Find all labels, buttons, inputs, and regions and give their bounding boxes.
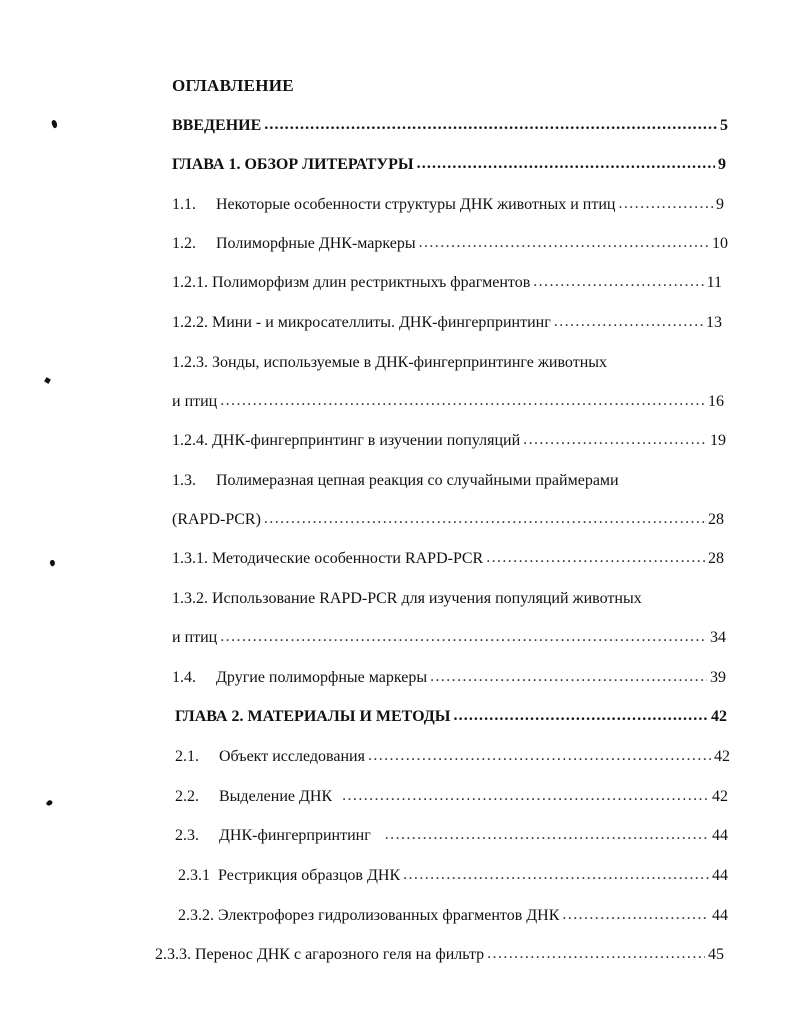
toc-entry-text: (RAPD-PCR) (172, 511, 261, 528)
toc-leader-dots (342, 786, 709, 807)
toc-entry-text: ДНК-фингерпринтинг (219, 827, 371, 844)
toc-entry-page: 28 (708, 511, 724, 528)
toc-entry-page: 45 (708, 946, 724, 963)
toc-entry-2-3-3 (155, 944, 724, 966)
toc-entry-text: Электрофорез гидролизованных фрагментов ДНК (218, 907, 560, 924)
toc-entry-page: 13 (706, 314, 722, 331)
toc-entry-1-3 (172, 470, 732, 492)
scan-speck (49, 559, 56, 567)
toc-entry-text: Использование RAPD-PCR для изучения популяций животных (212, 590, 642, 607)
toc-leader-dots (220, 391, 705, 412)
toc-leader-dots (419, 233, 709, 254)
toc-leader-dots (264, 115, 717, 136)
toc-leader-dots (403, 865, 709, 886)
toc-entry-text: Объект исследования (219, 748, 365, 765)
toc-leader-dots (486, 548, 705, 569)
toc-entry-chapter-2 (175, 706, 727, 728)
toc-entry-page: 19 (710, 432, 726, 449)
toc-entry-page: 44 (712, 827, 728, 844)
toc-entry-1-2-3-cont (172, 391, 724, 413)
toc-entry-page: 11 (706, 274, 722, 291)
toc-leader-dots (454, 706, 708, 727)
toc-entry-page: 44 (712, 867, 728, 884)
toc-entry-number: 1.3.1. (172, 550, 208, 567)
toc-entry-number: 1.2. (172, 235, 196, 252)
toc-leader-dots (368, 746, 711, 767)
toc-entry-page: 10 (712, 235, 728, 252)
toc-entry-text: Зонды, используемые в ДНК-фингерпринтинге животных (212, 354, 607, 371)
toc-entry-number: 1.2.4. (172, 432, 208, 449)
toc-entry-text: ГЛАВА 1. ОБЗОР ЛИТЕРАТУРЫ (172, 156, 414, 173)
toc-entry-1-2-3 (172, 352, 732, 374)
toc-entry-number: 2.1. (175, 748, 199, 765)
toc-leader-dots (417, 154, 715, 175)
scan-speck (44, 377, 51, 384)
toc-entry-1-2-1 (172, 272, 722, 294)
toc-entry-text: Полимеразная цепная реакция со случайными праймерами (216, 472, 619, 489)
toc-entry-page: 9 (716, 196, 724, 213)
toc-entry-page: 9 (718, 156, 726, 173)
toc-entry-page: 42 (712, 788, 728, 805)
toc-entry-text: Полиморфизм длин рестриктныхъ фрагментов (212, 274, 531, 291)
toc-entry-page: 16 (708, 393, 724, 410)
toc-entry-page: 39 (710, 669, 726, 686)
toc-entry-number: 2.3.2. (178, 907, 214, 924)
toc-entry-text: Некоторые особенности структуры ДНК животных и птиц (216, 196, 616, 213)
toc-entry-text: Другие полиморфные маркеры (216, 669, 428, 686)
toc-entry-text: Мини - и микросателлиты. ДНК-фингерпринтинг (212, 314, 551, 331)
toc-entry-1-1 (172, 194, 724, 216)
toc-entry-1-2 (172, 233, 728, 255)
toc-entry-number: 1.3.2. (172, 590, 208, 607)
toc-entry-text: и птиц (172, 393, 218, 410)
toc-leader-dots (618, 194, 713, 215)
toc-entry-1-3-cont (172, 509, 724, 531)
toc-entry-text: Полиморфные ДНК-маркеры (216, 235, 416, 252)
toc-entry-text: Методические особенности RAPD-PCR (212, 550, 484, 567)
toc-entry-number: 1.2.2. (172, 314, 208, 331)
toc-entry-text: Перенос ДНК с агарозного геля на фильтр (195, 946, 485, 963)
toc-entry-1-3-2-cont (172, 627, 726, 649)
toc-entry-page: 44 (712, 907, 728, 924)
toc-entry-text: ДНК-фингерпринтинг в изучении популяций (212, 432, 521, 449)
toc-entry-page: 5 (720, 117, 728, 134)
toc-entry-text: Рестрикция образцов ДНК (218, 867, 401, 884)
toc-leader-dots (523, 430, 707, 451)
toc-entry-number: 1.2.3. (172, 354, 208, 371)
toc-entry-text: ВВЕДЕНИЕ (172, 117, 262, 134)
toc-entry-chapter-1 (172, 154, 726, 176)
toc-entry-number: 1.2.1. (172, 274, 208, 291)
toc-title: ОГЛАВЛЕНИЕ (172, 76, 294, 95)
toc-leader-dots (385, 825, 709, 846)
toc-entry-text: ГЛАВА 2. МАТЕРИАЛЫ И МЕТОДЫ (175, 708, 451, 725)
scan-speck (46, 799, 54, 807)
toc-entry-2-2 (175, 786, 728, 808)
toc-leader-dots (554, 312, 703, 333)
toc-entry-2-3-1 (178, 865, 728, 887)
toc-entry-1-4 (172, 667, 726, 689)
toc-entry-number: 1.1. (172, 196, 196, 213)
toc-entry-introduction (172, 115, 728, 137)
toc-leader-dots (562, 905, 709, 926)
toc-entry-number: 2.3.1 (178, 867, 210, 884)
toc-entry-page: 42 (714, 748, 730, 765)
toc-entry-page: 42 (711, 708, 727, 725)
toc-entry-number: 1.3. (172, 472, 196, 489)
toc-entry-1-3-2 (172, 588, 732, 610)
toc-entry-2-3 (175, 825, 728, 847)
toc-entry-number: 2.2. (175, 788, 199, 805)
toc-entry-number: 2.3. (175, 827, 199, 844)
toc-entry-text: Выделение ДНК (219, 788, 333, 805)
toc-entry-page: 34 (710, 629, 726, 646)
toc-entry-1-3-1 (172, 548, 724, 570)
toc-entry-1-2-2 (172, 312, 722, 334)
toc-entry-2-1 (175, 746, 730, 768)
toc-entry-2-3-2 (178, 905, 728, 927)
toc-entry-1-2-4 (172, 430, 726, 452)
toc-leader-dots (430, 667, 707, 688)
toc-entry-number: 1.4. (172, 669, 196, 686)
toc-entry-page: 28 (708, 550, 724, 567)
toc-entry-number: 2.3.3. (155, 946, 191, 963)
toc-leader-dots (220, 627, 707, 648)
toc-leader-dots (487, 944, 705, 965)
toc-leader-dots (533, 272, 703, 293)
toc-entry-text: и птиц (172, 629, 218, 646)
toc-leader-dots (264, 509, 705, 530)
scan-speck (51, 119, 59, 128)
